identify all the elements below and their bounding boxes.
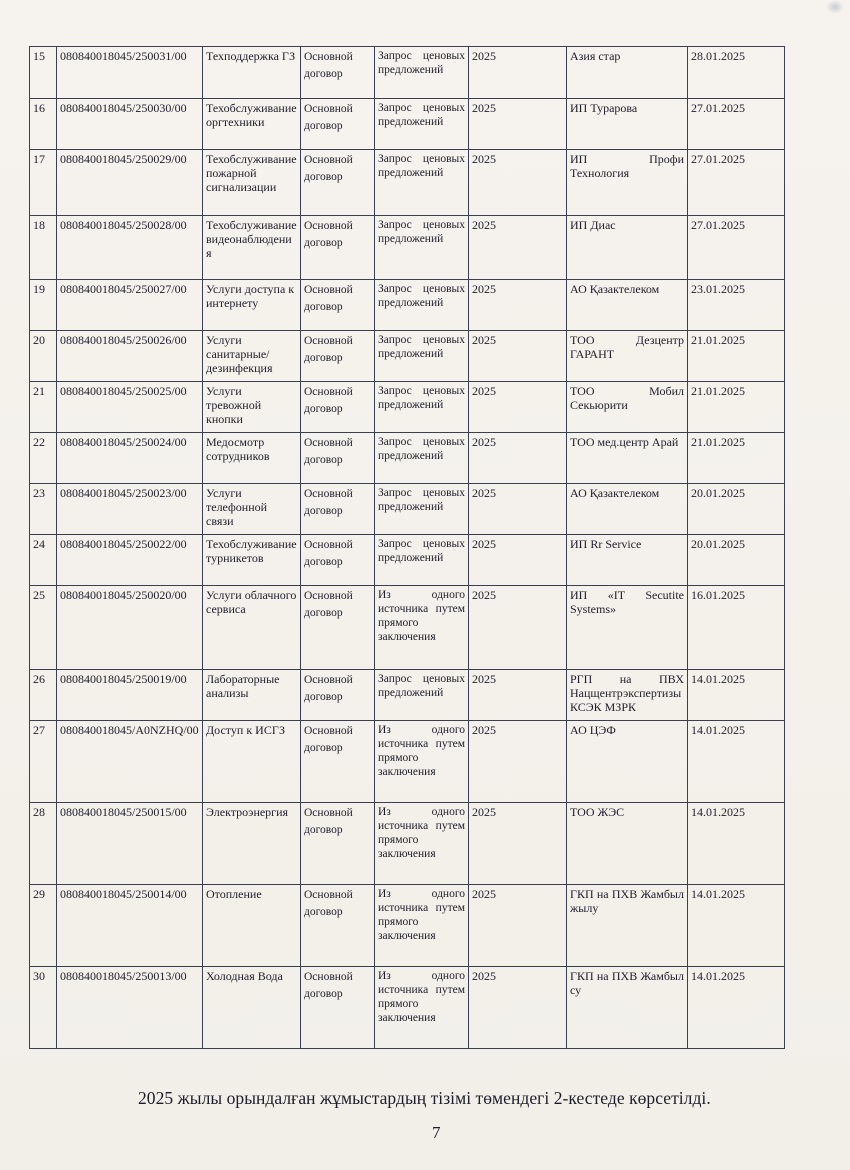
contract-type: Основной договор: [301, 586, 375, 670]
contract-code: 080840018045/250015/00: [57, 803, 203, 885]
procurement-method: Запрос ценовых предложений: [375, 382, 469, 433]
table-body: [30, 47, 785, 1049]
contract-date: 28.01.2025: [688, 47, 785, 99]
procurement-method: Запрос ценовых предложений: [375, 484, 469, 535]
supplier-name: ИП Rr Service: [567, 535, 688, 586]
scan-artifact: [826, 0, 844, 14]
row-number: 22: [30, 433, 57, 484]
supplier-name: ИП «IT Secutite Systems»: [567, 586, 688, 670]
row-number: 15: [30, 47, 57, 99]
contract-year: 2025: [469, 586, 567, 670]
contract-type: Основной договор: [301, 382, 375, 433]
procurement-method: Запрос ценовых предложений: [375, 47, 469, 99]
table-row: [30, 535, 785, 586]
purchase-name: Техподдержка ГЗ: [203, 47, 301, 99]
purchase-name: Лабораторные анализы: [203, 670, 301, 721]
supplier-name: ТОО Дезцентр ГАРАНТ: [567, 331, 688, 382]
contract-type: Основной договор: [301, 885, 375, 967]
contract-date: 14.01.2025: [688, 885, 785, 967]
contract-year: 2025: [469, 280, 567, 331]
contract-code: 080840018045/250024/00: [57, 433, 203, 484]
contract-year: 2025: [469, 433, 567, 484]
table-row: [30, 382, 785, 433]
table-row: [30, 586, 785, 670]
row-number: 29: [30, 885, 57, 967]
row-number: 27: [30, 721, 57, 803]
purchase-name: Отопление: [203, 885, 301, 967]
contract-date: 27.01.2025: [688, 216, 785, 280]
procurement-method: Из одного источника путем прямого заключения: [375, 885, 469, 967]
purchase-name: Холодная Вода: [203, 967, 301, 1049]
contract-type: Основной договор: [301, 803, 375, 885]
contract-code: 080840018045/250026/00: [57, 331, 203, 382]
contract-date: 14.01.2025: [688, 803, 785, 885]
supplier-name: ТОО мед.центр Арай: [567, 433, 688, 484]
procurement-method: Из одного источника путем прямого заключения: [375, 586, 469, 670]
row-number: 21: [30, 382, 57, 433]
contract-type: Основной договор: [301, 150, 375, 216]
contract-year: 2025: [469, 47, 567, 99]
supplier-name: Азия стар: [567, 47, 688, 99]
contract-year: 2025: [469, 885, 567, 967]
table-row: [30, 967, 785, 1049]
supplier-name: ТОО Мобил Секьюрити: [567, 382, 688, 433]
procurement-method: Запрос ценовых предложений: [375, 670, 469, 721]
purchase-name: Техобслуживание пожарной сигнализации: [203, 150, 301, 216]
row-number: 17: [30, 150, 57, 216]
contract-year: 2025: [469, 967, 567, 1049]
table-row: [30, 47, 785, 99]
contract-year: 2025: [469, 150, 567, 216]
table-row: [30, 670, 785, 721]
table-row: [30, 280, 785, 331]
table-row: [30, 99, 785, 150]
supplier-name: РГП на ПВХ Нацщентрэкспертизы КСЭК МЗРК: [567, 670, 688, 721]
contract-code: 080840018045/250027/00: [57, 280, 203, 331]
contract-type: Основной договор: [301, 99, 375, 150]
table-row: [30, 721, 785, 803]
contract-date: 21.01.2025: [688, 331, 785, 382]
contract-type: Основной договор: [301, 331, 375, 382]
supplier-name: АО Қазактелеком: [567, 484, 688, 535]
contract-code: 080840018045/250014/00: [57, 885, 203, 967]
contract-date: 23.01.2025: [688, 280, 785, 331]
page-number: 7: [432, 1123, 441, 1142]
footer-text: 2025 жылы орындалған жұмыстардың тізімі төмендегі 2-кестеде көрсетілді.: [138, 1088, 711, 1108]
supplier-name: ГКП на ПХВ Жамбыл жылу: [567, 885, 688, 967]
procurement-method: Запрос ценовых предложений: [375, 150, 469, 216]
contract-date: 16.01.2025: [688, 586, 785, 670]
procurement-method: Запрос ценовых предложений: [375, 99, 469, 150]
row-number: 24: [30, 535, 57, 586]
row-number: 28: [30, 803, 57, 885]
row-number: 26: [30, 670, 57, 721]
purchase-name: Услуги облачного сервиса: [203, 586, 301, 670]
procurement-method: Запрос ценовых предложений: [375, 280, 469, 331]
supplier-name: ИП Профи Технология: [567, 150, 688, 216]
contract-type: Основной договор: [301, 670, 375, 721]
contract-code: 080840018045/250028/00: [57, 216, 203, 280]
contract-date: 14.01.2025: [688, 967, 785, 1049]
purchase-name: Услуги санитарные/ дезинфекция: [203, 331, 301, 382]
supplier-name: ГКП на ПХВ Жамбыл су: [567, 967, 688, 1049]
table-row: [30, 433, 785, 484]
purchase-name: Техобслуживание турникетов: [203, 535, 301, 586]
purchase-name: Техобслуживание оргтехники: [203, 99, 301, 150]
contract-date: 14.01.2025: [688, 670, 785, 721]
contract-date: 27.01.2025: [688, 99, 785, 150]
contract-code: 080840018045/250030/00: [57, 99, 203, 150]
contract-year: 2025: [469, 535, 567, 586]
contract-type: Основной договор: [301, 535, 375, 586]
procurement-method: Запрос ценовых предложений: [375, 216, 469, 280]
contract-type: Основной договор: [301, 280, 375, 331]
purchase-name: Техобслуживание видеонаблюдения: [203, 216, 301, 280]
purchase-name: Медосмотр сотрудников: [203, 433, 301, 484]
contract-code: 080840018045/A0NZHQ/00: [57, 721, 203, 803]
row-number: 19: [30, 280, 57, 331]
contract-year: 2025: [469, 216, 567, 280]
contract-code: 080840018045/250029/00: [57, 150, 203, 216]
table-row: [30, 216, 785, 280]
contract-year: 2025: [469, 803, 567, 885]
contract-type: Основной договор: [301, 47, 375, 99]
procurement-method: Из одного источника путем прямого заключения: [375, 803, 469, 885]
contract-code: 080840018045/250022/00: [57, 535, 203, 586]
contract-code: 080840018045/250031/00: [57, 47, 203, 99]
contract-type: Основной договор: [301, 721, 375, 803]
row-number: 20: [30, 331, 57, 382]
row-number: 30: [30, 967, 57, 1049]
supplier-name: ТОО ЖЭС: [567, 803, 688, 885]
row-number: 16: [30, 99, 57, 150]
procurement-table: [29, 46, 785, 1049]
contract-year: 2025: [469, 331, 567, 382]
procurement-method: Запрос ценовых предложений: [375, 331, 469, 382]
contract-year: 2025: [469, 484, 567, 535]
supplier-name: ИП Диас: [567, 216, 688, 280]
contract-code: 080840018045/250019/00: [57, 670, 203, 721]
table-row: [30, 803, 785, 885]
contract-type: Основной договор: [301, 433, 375, 484]
contract-year: 2025: [469, 99, 567, 150]
procurement-method: Из одного источника путем прямого заключения: [375, 721, 469, 803]
row-number: 25: [30, 586, 57, 670]
table-row: [30, 331, 785, 382]
procurement-method: Запрос ценовых предложений: [375, 433, 469, 484]
contract-code: 080840018045/250013/00: [57, 967, 203, 1049]
contract-type: Основной договор: [301, 484, 375, 535]
contract-date: 21.01.2025: [688, 433, 785, 484]
purchase-name: Услуги доступа к интернету: [203, 280, 301, 331]
supplier-name: АО ЦЭФ: [567, 721, 688, 803]
purchase-name: Услуги телефонной связи: [203, 484, 301, 535]
contract-code: 080840018045/250023/00: [57, 484, 203, 535]
contract-code: 080840018045/250020/00: [57, 586, 203, 670]
contract-code: 080840018045/250025/00: [57, 382, 203, 433]
contract-date: 20.01.2025: [688, 535, 785, 586]
contract-year: 2025: [469, 721, 567, 803]
table-row: [30, 885, 785, 967]
purchase-name: Электроэнергия: [203, 803, 301, 885]
contract-type: Основной договор: [301, 967, 375, 1049]
contract-year: 2025: [469, 382, 567, 433]
contract-date: 20.01.2025: [688, 484, 785, 535]
row-number: 18: [30, 216, 57, 280]
table-row: [30, 484, 785, 535]
contract-date: 21.01.2025: [688, 382, 785, 433]
table-row: [30, 150, 785, 216]
contract-year: 2025: [469, 670, 567, 721]
procurement-method: Запрос ценовых предложений: [375, 535, 469, 586]
purchase-name: Услуги тревожной кнопки: [203, 382, 301, 433]
contract-type: Основной договор: [301, 216, 375, 280]
supplier-name: ИП Турарова: [567, 99, 688, 150]
contract-date: 27.01.2025: [688, 150, 785, 216]
contract-date: 14.01.2025: [688, 721, 785, 803]
row-number: 23: [30, 484, 57, 535]
purchase-name: Доступ к ИСГЗ: [203, 721, 301, 803]
supplier-name: АО Қазактелеком: [567, 280, 688, 331]
procurement-method: Из одного источника путем прямого заключения: [375, 967, 469, 1049]
